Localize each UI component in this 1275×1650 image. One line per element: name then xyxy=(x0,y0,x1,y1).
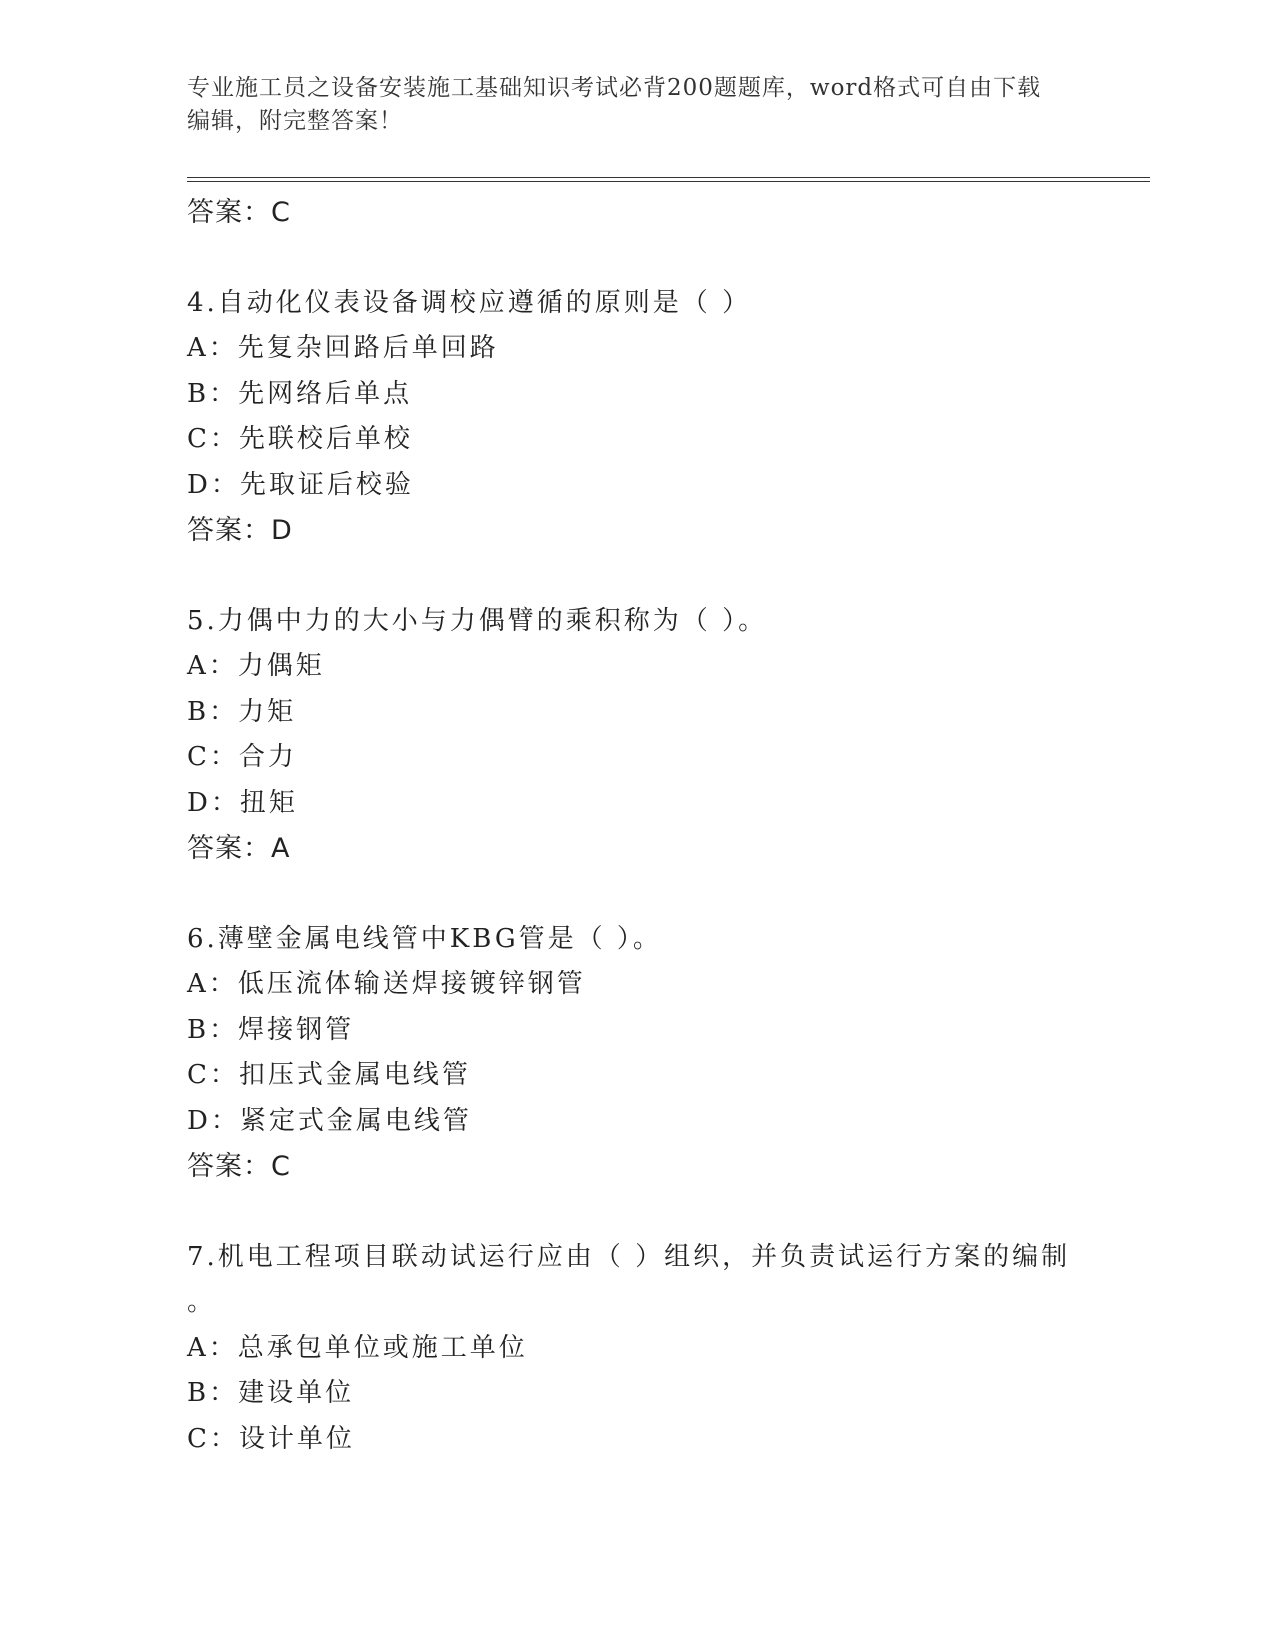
spacer xyxy=(187,236,1087,281)
spacer xyxy=(187,872,1087,917)
question-block xyxy=(187,281,1087,554)
option-b: B：先网络后单点 xyxy=(187,378,413,409)
header-title-line-2: 编辑，附完整答案！ xyxy=(187,108,403,134)
page-header xyxy=(187,72,1077,138)
document-body xyxy=(187,190,1087,1462)
option-c: C：合力 xyxy=(187,742,297,772)
question-text: 4.自动化仪表设备调校应遵循的原则是（ ） xyxy=(187,287,752,318)
question-text-line-2: 。 xyxy=(187,1287,217,1317)
header-title-line-1: 专业施工员之设备安装施工基础知识考试必背200题题库，word格式可自由下载 xyxy=(187,75,1042,101)
header-divider xyxy=(187,177,1150,182)
answer: 答案：D xyxy=(187,515,293,546)
option-d: D：先取证后校验 xyxy=(187,469,414,500)
option-c: C：扣压式金属电线管 xyxy=(187,1060,471,1090)
option-d: D：紧定式金属电线管 xyxy=(187,1105,472,1136)
question-block xyxy=(187,917,1087,1190)
answer: 答案：A xyxy=(187,833,291,864)
option-a: A：力偶矩 xyxy=(187,651,325,681)
question-text-line-1: 7.机电工程项目联动试运行应由（ ）组织，并负责试运行方案的编制 xyxy=(187,1241,1071,1272)
option-c: C：设计单位 xyxy=(187,1423,355,1454)
question-block xyxy=(187,599,1087,872)
option-b: B：焊接钢管 xyxy=(187,1014,355,1045)
question-text: 5.力偶中力的大小与力偶臂的乘积称为（ ）。 xyxy=(187,605,768,636)
spacer xyxy=(187,554,1087,599)
option-c: C：先联校后单校 xyxy=(187,424,413,454)
option-b: B：力矩 xyxy=(187,696,297,727)
option-a: A：低压流体输送焊接镀锌钢管 xyxy=(187,969,586,999)
answer: 答案：C xyxy=(187,1151,291,1182)
option-a: A：先复杂回路后单回路 xyxy=(187,333,499,363)
answer-previous: 答案：C xyxy=(187,197,291,228)
question-block xyxy=(187,1235,1087,1463)
option-b: B：建设单位 xyxy=(187,1378,355,1408)
spacer xyxy=(187,1190,1087,1235)
option-a: A：总承包单位或施工单位 xyxy=(187,1332,528,1363)
question-text: 6.薄壁金属电线管中KBG管是（ ）。 xyxy=(187,923,662,954)
option-d: D：扭矩 xyxy=(187,787,298,818)
